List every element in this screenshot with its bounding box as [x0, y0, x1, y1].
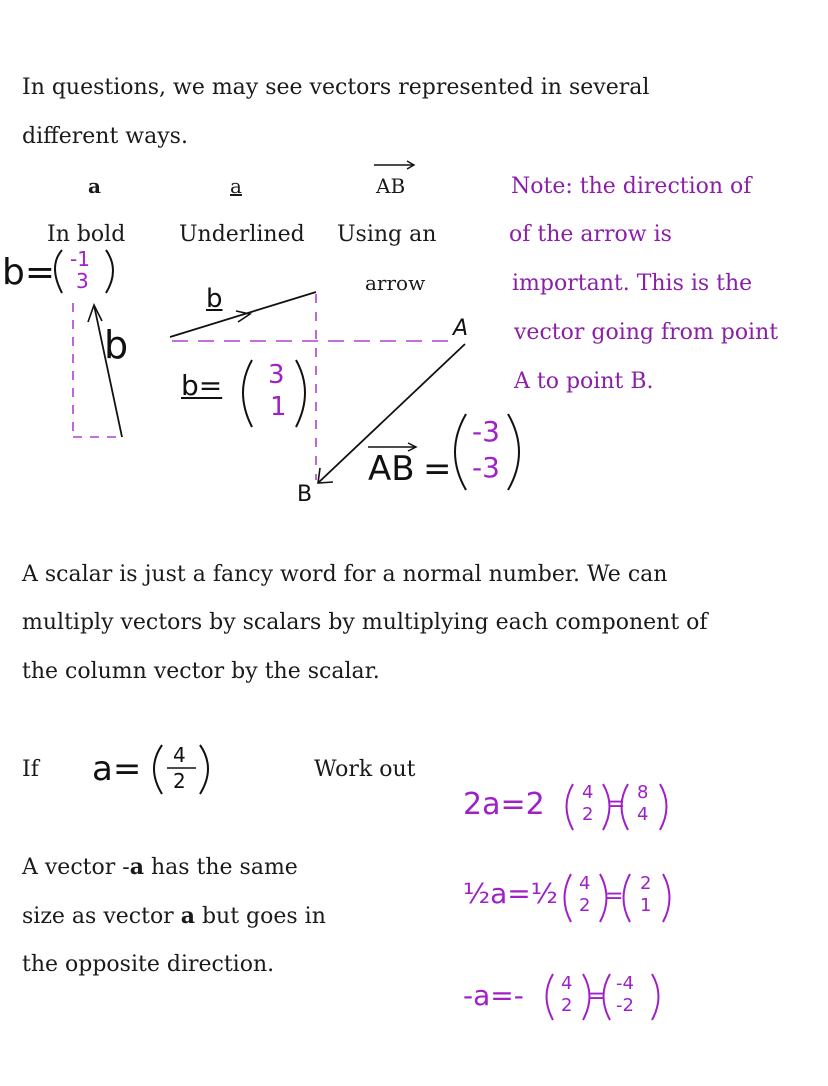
answer-2a-v1-bottom: 2 — [582, 804, 594, 825]
vector2-label: b= — [181, 369, 223, 402]
answer-neg-a-lhs: -a=- — [463, 979, 524, 1012]
answer-neg-a-eq: = — [588, 984, 607, 1009]
vector-ab-equals: = — [423, 449, 452, 489]
answer-half-a-v1-bottom: 2 — [579, 895, 591, 916]
bold-label: In bold — [47, 222, 126, 247]
note-line-3: important. This is the — [512, 271, 753, 296]
answer-2a-v2-top: 8 — [637, 782, 649, 803]
vector-ab-label: AB — [368, 449, 415, 489]
answer-2a-v2-bottom: 4 — [637, 804, 649, 825]
arrow-label-line-2: arrow — [365, 271, 426, 295]
neg-vector-line-1: A vector -a has the same — [22, 854, 298, 880]
intro-line-2: different ways. — [22, 124, 188, 149]
if-label: If — [22, 757, 39, 782]
point-b-label: B — [297, 482, 313, 507]
underline-label: Underlined — [179, 222, 305, 247]
answer-neg-a-v1-bottom: 2 — [561, 995, 573, 1016]
vector-b-arrow-2 — [170, 292, 316, 337]
scalar-line-2: multiply vectors by scalars by multiplying each component of — [22, 610, 708, 635]
arrow-label-line-1: Using an — [337, 222, 437, 247]
vector1-bottom: 3 — [76, 269, 89, 293]
scalar-line-1: A scalar is just a fancy word for a normal number. We can — [22, 562, 668, 587]
answer-half-a-lhs: ½a=½ — [463, 877, 558, 910]
vector1-top: -1 — [70, 247, 90, 271]
vector1-label: b= — [2, 252, 56, 293]
answer-half-a-v1-top: 4 — [579, 873, 591, 894]
answer-2a-lhs: 2a=2 — [463, 787, 545, 822]
note-line-1: Note: the direction of — [511, 174, 752, 199]
answer-half-a-v2-bottom: 1 — [640, 895, 652, 916]
neg-vector-line-3: the opposite direction. — [22, 952, 275, 977]
intro-line-1: In questions, we may see vectors represented in several — [22, 75, 650, 100]
answer-2a-eq: = — [607, 792, 626, 817]
given-a-lhs: a= — [92, 749, 142, 789]
answer-half-a-v2-top: 2 — [640, 873, 652, 894]
note-line-4: vector going from point — [514, 320, 779, 345]
answer-neg-a-v2-top: -4 — [616, 973, 634, 994]
point-a-label: A — [453, 316, 469, 341]
answer-neg-a-v1-top: 4 — [561, 973, 573, 994]
vector-b-label-1: b — [104, 323, 129, 367]
bold-vector-symbol: a — [88, 174, 101, 198]
note-line-2: of the arrow is — [509, 222, 672, 247]
given-a-bottom: 2 — [173, 769, 186, 793]
answer-neg-a-v2-bottom: -2 — [616, 995, 634, 1016]
note-line-5: A to point B. — [514, 369, 654, 394]
work-out-label: Work out — [314, 757, 416, 782]
vector-ab-bottom: -3 — [472, 451, 500, 484]
vector2-bottom: 1 — [270, 392, 287, 422]
given-a-top: 4 — [173, 743, 186, 767]
neg-vector-line-2: size as vector a but goes in — [22, 903, 326, 929]
vector-ab-top: -3 — [472, 415, 500, 448]
vector2-top: 3 — [268, 360, 285, 390]
vector-b-label-2: b — [206, 284, 223, 314]
answer-2a-v1-top: 4 — [582, 782, 594, 803]
answer-half-a-eq: = — [605, 884, 624, 909]
underlined-vector-symbol: a — [230, 174, 242, 198]
arrow-vector-symbol: AB — [376, 174, 406, 198]
scalar-line-3: the column vector by the scalar. — [22, 659, 380, 684]
